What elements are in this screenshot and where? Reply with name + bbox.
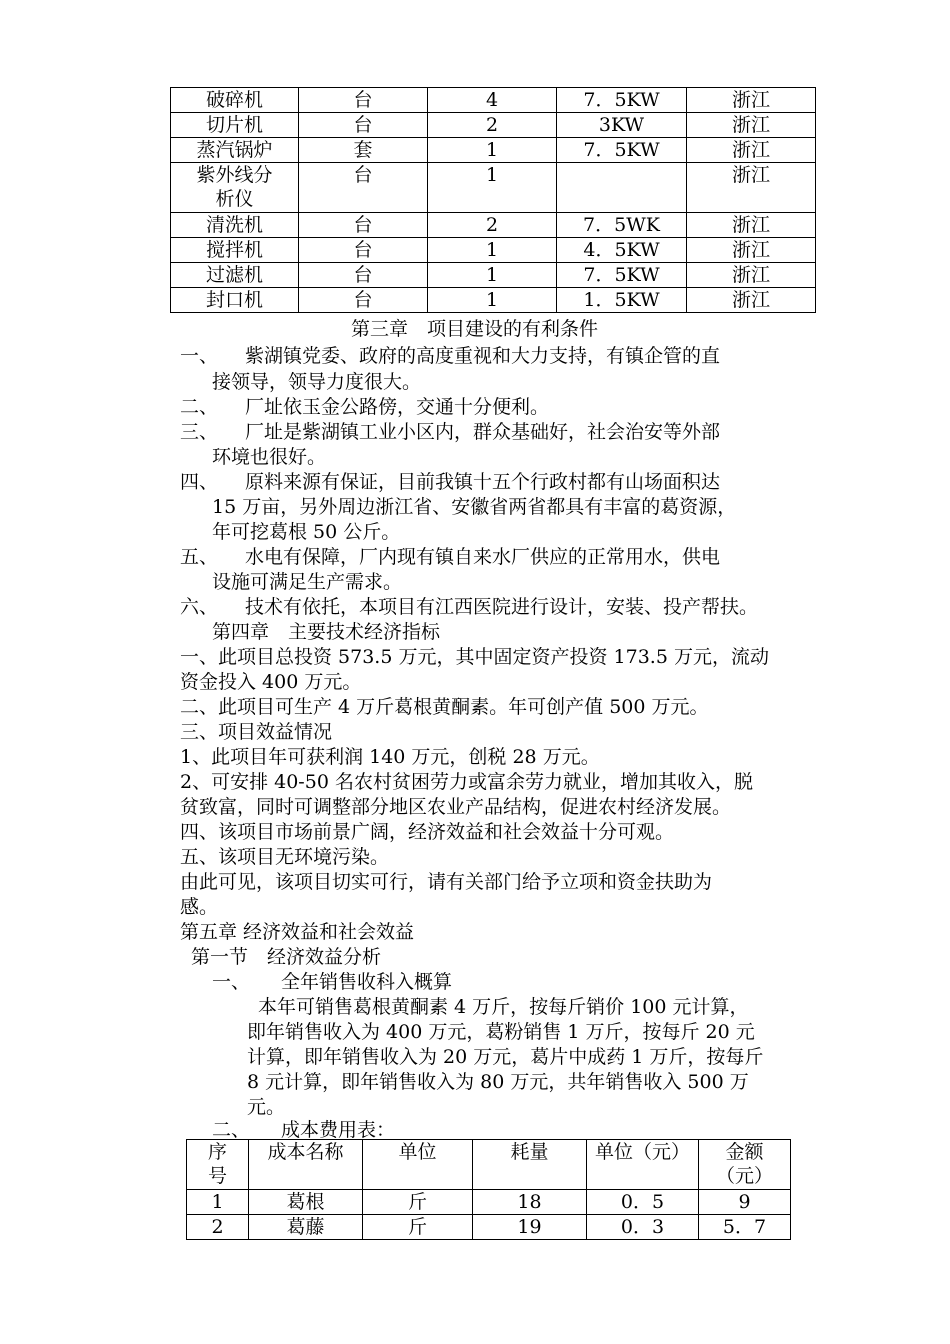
sub2-title: 成本费用表： [281, 1119, 396, 1141]
equipment-name: 封口机 [171, 288, 299, 313]
list-item-text: 技术有依托，本项目有江西医院进行设计，安装、投产帮扶。 [245, 596, 759, 618]
equipment-qty: 1 [428, 138, 557, 163]
sub1-title: 全年销售收科入概算 [281, 971, 453, 993]
paragraph-line: 1、此项目年可获利润 140 万元，创税 28 万元。 [180, 746, 600, 768]
equipment-unit: 台 [299, 213, 428, 238]
header-unit: 单位 [363, 1140, 473, 1190]
equipment-origin: 浙江 [687, 288, 816, 313]
equipment-power: 7．5KW [557, 263, 687, 288]
equipment-power: 1．5KW [557, 288, 687, 313]
list-item-text: 环境也很好。 [212, 446, 327, 468]
paragraph-line: 8 元计算，即年销售收入为 80 万元，共年销售收入 500 万 [247, 1071, 749, 1093]
table-row [171, 288, 816, 313]
table-row [171, 138, 816, 163]
table-header-row [187, 1140, 791, 1190]
paragraph-line: 2、可安排 40-50 名农村贫困劳力或富余劳力就业，增加其收入，脱 [180, 771, 753, 793]
header-amount-line1: 金额 [725, 1141, 764, 1163]
header-name: 成本名称 [249, 1140, 363, 1190]
equipment-qty: 1 [428, 163, 557, 213]
equipment-unit: 台 [299, 113, 428, 138]
cost-name: 葛根 [249, 1190, 363, 1215]
cost-unit: 斤 [363, 1215, 473, 1240]
list-item-text: 设施可满足生产需求。 [212, 571, 403, 593]
list-item-number: 四、 [180, 471, 219, 493]
sub1-number: 一、 [212, 971, 251, 993]
equipment-origin: 浙江 [687, 88, 816, 113]
equipment-power: 7．5KW [557, 138, 687, 163]
table-row [171, 88, 816, 113]
paragraph-line: 即年销售收入为 400 万元，葛粉销售 1 万斤，按每斤 20 元 [247, 1021, 755, 1043]
cost-unit: 斤 [363, 1190, 473, 1215]
equipment-power: 4．5KW [557, 238, 687, 263]
sub2-number: 二、 [212, 1119, 251, 1141]
paragraph-line: 感。 [180, 896, 219, 918]
equipment-power [557, 163, 687, 213]
cost-name: 葛藤 [249, 1215, 363, 1240]
cost-amount: 9 [699, 1190, 791, 1215]
table-row [171, 113, 816, 138]
equipment-unit: 台 [299, 163, 428, 213]
equipment-unit: 台 [299, 288, 428, 313]
header-qty: 耗量 [473, 1140, 587, 1190]
equipment-name: 破碎机 [171, 88, 299, 113]
table-row [171, 238, 816, 263]
chapter5-title: 第五章 经济效益和社会效益 [180, 921, 415, 943]
cost-no: 1 [187, 1190, 249, 1215]
table-row [171, 163, 816, 213]
cost-table [186, 1139, 791, 1240]
equipment-name-line1: 紫外线分 [196, 164, 273, 186]
paragraph-line: 资金投入 400 万元。 [180, 671, 362, 693]
equipment-name [171, 163, 299, 213]
equipment-name: 清洗机 [171, 213, 299, 238]
equipment-qty: 1 [428, 238, 557, 263]
equipment-power: 7．5KW [557, 88, 687, 113]
table-row [171, 213, 816, 238]
equipment-unit: 台 [299, 263, 428, 288]
equipment-name: 搅拌机 [171, 238, 299, 263]
list-item-number: 六、 [180, 596, 219, 618]
equipment-qty: 4 [428, 88, 557, 113]
paragraph-line: 二、此项目可生产 4 万斤葛根黄酮素。年可创产值 500 万元。 [180, 696, 709, 718]
equipment-origin: 浙江 [687, 138, 816, 163]
paragraph-line: 由此可见，该项目切实可行，请有关部门给予立项和资金扶助为 [180, 871, 713, 893]
equipment-qty: 2 [428, 113, 557, 138]
cost-price: 0．5 [587, 1190, 699, 1215]
equipment-name-line2: 析仪 [215, 188, 254, 210]
header-no [187, 1140, 249, 1190]
list-item-text: 水电有保障，厂内现有镇自来水厂供应的正常用水，供电 [245, 546, 721, 568]
equipment-origin: 浙江 [687, 113, 816, 138]
cost-qty: 19 [473, 1215, 587, 1240]
table-row [171, 263, 816, 288]
list-item-text: 接领导，领导力度很大。 [212, 371, 422, 393]
equipment-qty: 1 [428, 263, 557, 288]
paragraph-line: 元。 [247, 1096, 286, 1118]
list-item-text: 厂址是紫湖镇工业小区内，群众基础好，社会治安等外部 [245, 421, 721, 443]
paragraph-line: 三、项目效益情况 [180, 721, 333, 743]
list-item-text: 紫湖镇党委、政府的高度重视和大力支持，有镇企管的直 [245, 345, 721, 367]
table-row [187, 1190, 791, 1215]
list-item-number: 二、 [180, 396, 219, 418]
equipment-origin: 浙江 [687, 163, 816, 213]
equipment-power: 3KW [557, 113, 687, 138]
list-item-number: 三、 [180, 421, 219, 443]
chapter3-title: 第三章 项目建设的有利条件 [351, 318, 599, 340]
equipment-unit: 台 [299, 238, 428, 263]
list-item-text: 年可挖葛根 50 公斤。 [212, 521, 401, 543]
header-no-line1: 序 [207, 1141, 227, 1163]
list-item-text: 厂址依玉金公路傍，交通十分便利。 [245, 396, 550, 418]
equipment-name: 蒸汽锅炉 [171, 138, 299, 163]
equipment-name: 切片机 [171, 113, 299, 138]
chapter4-title: 第四章 主要技术经济指标 [212, 621, 441, 643]
header-no-line2: 号 [207, 1165, 227, 1187]
list-item-text: 15 万亩，另外周边浙江省、安徽省两省都具有丰富的葛资源， [212, 496, 737, 518]
equipment-name: 过滤机 [171, 263, 299, 288]
paragraph-line: 一、此项目总投资 573.5 万元，其中固定资产投资 173.5 万元，流动 [180, 646, 769, 668]
equipment-unit: 套 [299, 138, 428, 163]
equipment-origin: 浙江 [687, 263, 816, 288]
paragraph-line: 贫致富，同时可调整部分地区农业产品结构，促进农村经济发展。 [180, 796, 732, 818]
header-amount [699, 1140, 791, 1190]
equipment-table [170, 87, 816, 313]
equipment-unit: 台 [299, 88, 428, 113]
equipment-power: 7．5WK [557, 213, 687, 238]
header-price: 单位（元） [587, 1140, 699, 1190]
paragraph-line: 五、该项目无环境污染。 [180, 846, 390, 868]
equipment-qty: 1 [428, 288, 557, 313]
header-amount-line2: （元） [715, 1165, 773, 1187]
equipment-origin: 浙江 [687, 238, 816, 263]
equipment-origin: 浙江 [687, 213, 816, 238]
list-item-text: 原料来源有保证，目前我镇十五个行政村都有山场面积达 [245, 471, 721, 493]
paragraph-line: 四、该项目市场前景广阔，经济效益和社会效益十分可观。 [180, 821, 675, 843]
paragraph-line: 计算，即年销售收入为 20 万元，葛片中成药 1 万斤，按每斤 [247, 1046, 764, 1068]
section1-title: 第一节 经济效益分析 [191, 946, 382, 968]
cost-price: 0．3 [587, 1215, 699, 1240]
table-row [187, 1215, 791, 1240]
cost-no: 2 [187, 1215, 249, 1240]
paragraph-line: 本年可销售葛根黄酮素 4 万斤，按每斤销价 100 元计算， [258, 996, 749, 1018]
cost-qty: 18 [473, 1190, 587, 1215]
list-item-number: 一、 [180, 345, 219, 367]
list-item-number: 五、 [180, 546, 219, 568]
equipment-qty: 2 [428, 213, 557, 238]
cost-amount: 5．7 [699, 1215, 791, 1240]
